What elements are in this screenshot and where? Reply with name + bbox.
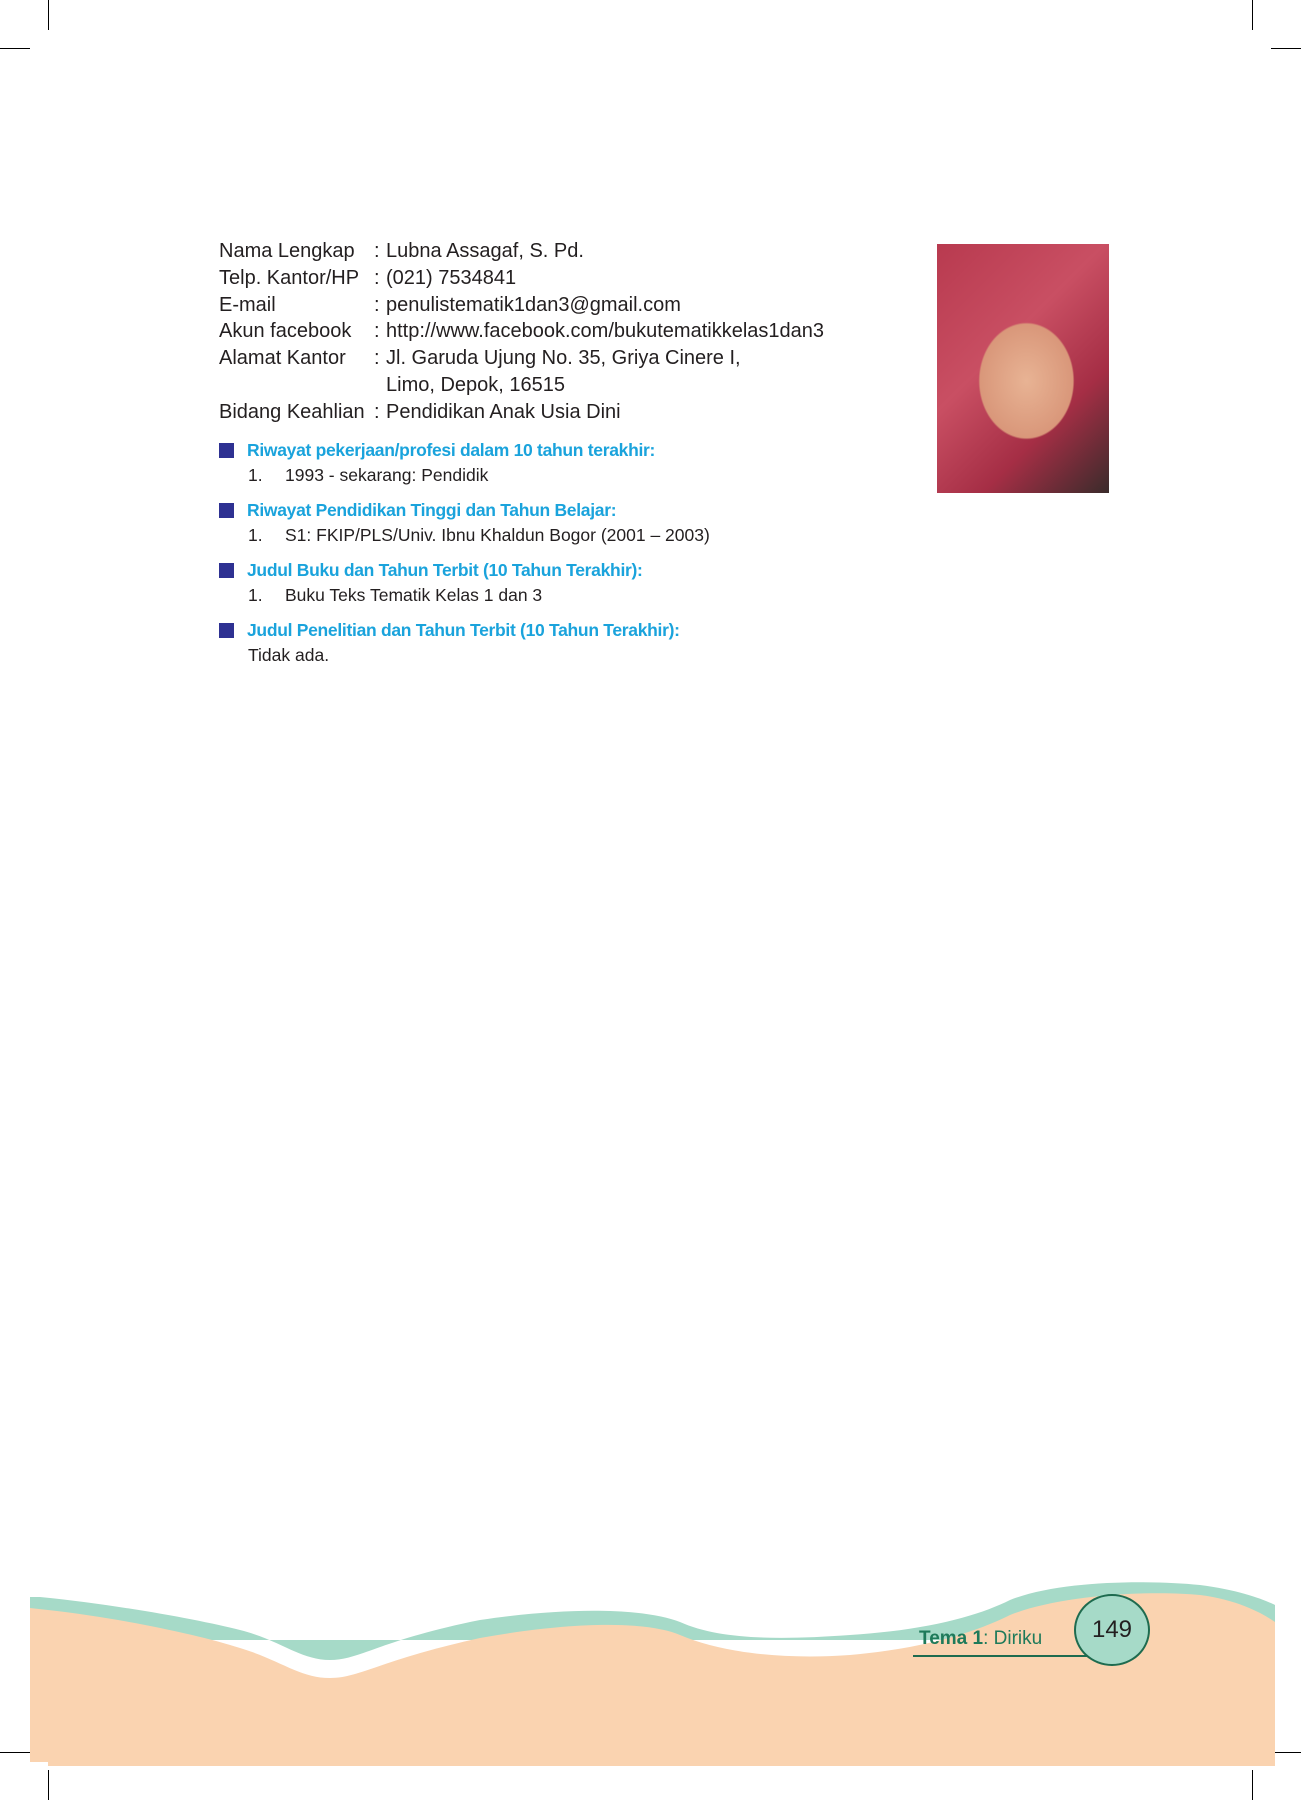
value: penulistematik1dan3@gmail.com [386,293,681,316]
profile-info [219,238,824,426]
separator: : [374,240,380,262]
theme-underline [913,1655,1093,1657]
section-item: S1: FKIP/PLS/Univ. Ibnu Khaldun Bogor (2001 – 2003) [285,525,710,545]
separator: : [374,400,380,423]
separator: : [374,347,380,370]
section-title: Riwayat Pendidikan Tinggi dan Tahun Belajar: [247,500,617,520]
separator [374,372,386,399]
section-work-history [219,440,655,486]
separator: : [374,320,380,343]
value: Limo, Depok, 16515 [386,373,566,396]
label: Nama Lengkap [219,240,355,262]
section-title: Judul Buku dan Tahun Terbit (10 Tahun Terakhir): [247,560,643,580]
value: http://www.facebook.com/bukutematikkelas1dan3 [386,320,825,343]
label [219,372,374,399]
author-photo [937,244,1109,493]
section-title: Riwayat pekerjaan/profesi dalam 10 tahun terakhir: [247,440,656,460]
label: Akun facebook [219,320,352,343]
crop-mark [48,0,49,30]
section-education [219,500,710,546]
theme-name: : Diriku [983,1628,1043,1649]
separator: : [374,266,380,289]
page-number: 149 [1074,1594,1150,1666]
label: Telp. Kantor/HP [219,266,360,289]
section-item: Buku Teks Tematik Kelas 1 dan 3 [285,585,543,605]
item-number: 1. [248,525,263,545]
value: Lubna Assagaf, S. Pd. [386,240,584,262]
theme-number: Tema 1 [919,1628,984,1649]
label: E-mail [219,293,276,316]
section-item: Tidak ada. [248,645,330,665]
profile-row-expertise [219,399,824,426]
profile-row-name [219,238,824,265]
profile-row-email [219,292,824,319]
crop-mark [1271,48,1301,49]
theme-label [919,1628,1042,1650]
profile-row-facebook [219,318,824,345]
profile-row-phone [219,265,824,292]
label: Bidang Keahlian [219,400,365,423]
crop-mark [0,48,30,49]
section-research [219,620,680,666]
label: Alamat Kantor [219,347,346,370]
section-books [219,560,643,606]
section-item: 1993 - sekarang: Pendidik [285,465,489,485]
value: Pendidikan Anak Usia Dini [386,400,621,423]
profile-row-address-cont [219,372,824,399]
bullet-square-icon [219,503,234,518]
value: (021) 7534841 [386,266,517,289]
item-number: 1. [248,585,263,605]
bullet-square-icon [219,563,234,578]
value: Jl. Garuda Ujung No. 35, Griya Cinere I, [386,347,741,370]
crop-mark [1252,0,1253,30]
bullet-square-icon [219,443,234,458]
separator: : [374,293,380,316]
section-title: Judul Penelitian dan Tahun Terbit (10 Tahun Terakhir): [247,620,680,640]
bullet-square-icon [219,623,234,638]
item-number: 1. [248,465,263,485]
profile-row-address [219,345,824,372]
